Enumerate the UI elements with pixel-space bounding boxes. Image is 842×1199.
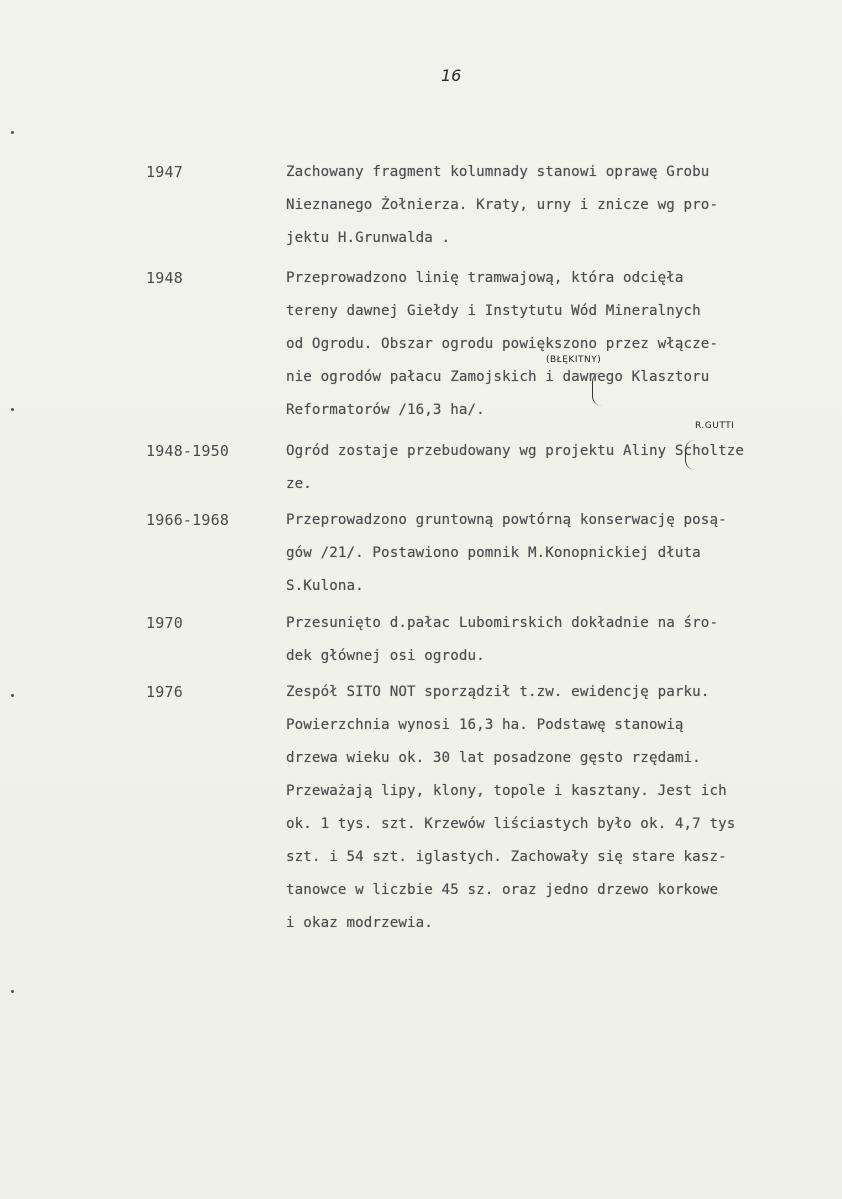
entry-line: Ogród zostaje przebudowany wg projektu Aliny Scholtze: [286, 443, 745, 459]
entry-line: Zachowany fragment kolumnady stanowi oprawę Grobu: [286, 164, 710, 180]
entry-line: tereny dawnej Giełdy i Instytutu Wód Mineralnych: [286, 303, 701, 319]
entry-line: szt. i 54 szt. iglastych. Zachowały się stare kasz-: [286, 849, 727, 865]
entry-line: Powierzchnia wynosi 16,3 ha. Podstawę stanowią: [286, 717, 684, 733]
entry-line: dek głównej osi ogrodu.: [286, 648, 485, 664]
entry-year: 1976: [146, 683, 183, 701]
entry-year: 1948-1950: [146, 442, 230, 460]
entry-line: Przeprowadzono linię tramwajową, która odcięła: [286, 270, 684, 286]
entry-line: od Ogrodu. Obszar ogrodu powiększono przez włącze-: [286, 336, 719, 352]
entry-line: Nieznanego Żołnierza. Kraty, urny i znicze wg pro-: [286, 197, 719, 213]
entry-line: Przesunięto d.pałac Lubomirskich dokładnie na śro-: [286, 615, 719, 631]
entry-line: drzewa wieku ok. 30 lat posadzone gęsto rzędami.: [286, 750, 701, 766]
entry-line: i okaz modrzewia.: [286, 915, 433, 931]
entry-year: 1966-1968: [146, 511, 230, 529]
entry-line: ze.: [286, 476, 312, 492]
entry-line: nie ogrodów pałacu Zamojskich i dawnego Klasztoru: [286, 369, 710, 385]
entry-text: [286, 435, 811, 501]
entry-year: 1947: [146, 163, 183, 181]
entry-line: ok. 1 tys. szt. Krzewów liściastych było ok. 4,7 tys: [286, 816, 736, 832]
entry-text: [286, 156, 811, 255]
page-number: 16: [441, 66, 462, 85]
entry-year: 1970: [146, 614, 183, 632]
entry-year: 1948: [146, 269, 183, 287]
entry-text: [286, 262, 811, 427]
entry-line: tanowce w liczbie 45 sz. oraz jedno drzewo korkowe: [286, 882, 719, 898]
entry-line: S.Kulona.: [286, 578, 364, 594]
annotation-stroke: [592, 372, 603, 406]
margin-mark: [11, 408, 14, 411]
handwritten-annotation: (BŁĘKITNY): [546, 355, 602, 365]
margin-mark: [11, 694, 14, 697]
entry-line: gów /21/. Postawiono pomnik M.Konopnickiej dłuta: [286, 545, 701, 561]
entry-line: Przeważają lipy, klony, topole i kasztany. Jest ich: [286, 783, 727, 799]
margin-mark: [11, 131, 14, 134]
entry-line: Zespół SITO NOT sporządził t.zw. ewidencję parku.: [286, 684, 710, 700]
annotation-stroke: [685, 440, 696, 470]
margin-mark: [11, 990, 14, 993]
entry-line: Przeprowadzono gruntowną powtórną konserwację posą-: [286, 512, 727, 528]
entry-text: [286, 676, 811, 940]
entry-line: Reformatorów /16,3 ha/.: [286, 402, 485, 418]
entry-text: [286, 504, 811, 603]
handwritten-annotation: R.GUTTI: [695, 421, 735, 431]
entry-text: [286, 607, 811, 673]
entry-line: jektu H.Grunwalda .: [286, 230, 451, 246]
